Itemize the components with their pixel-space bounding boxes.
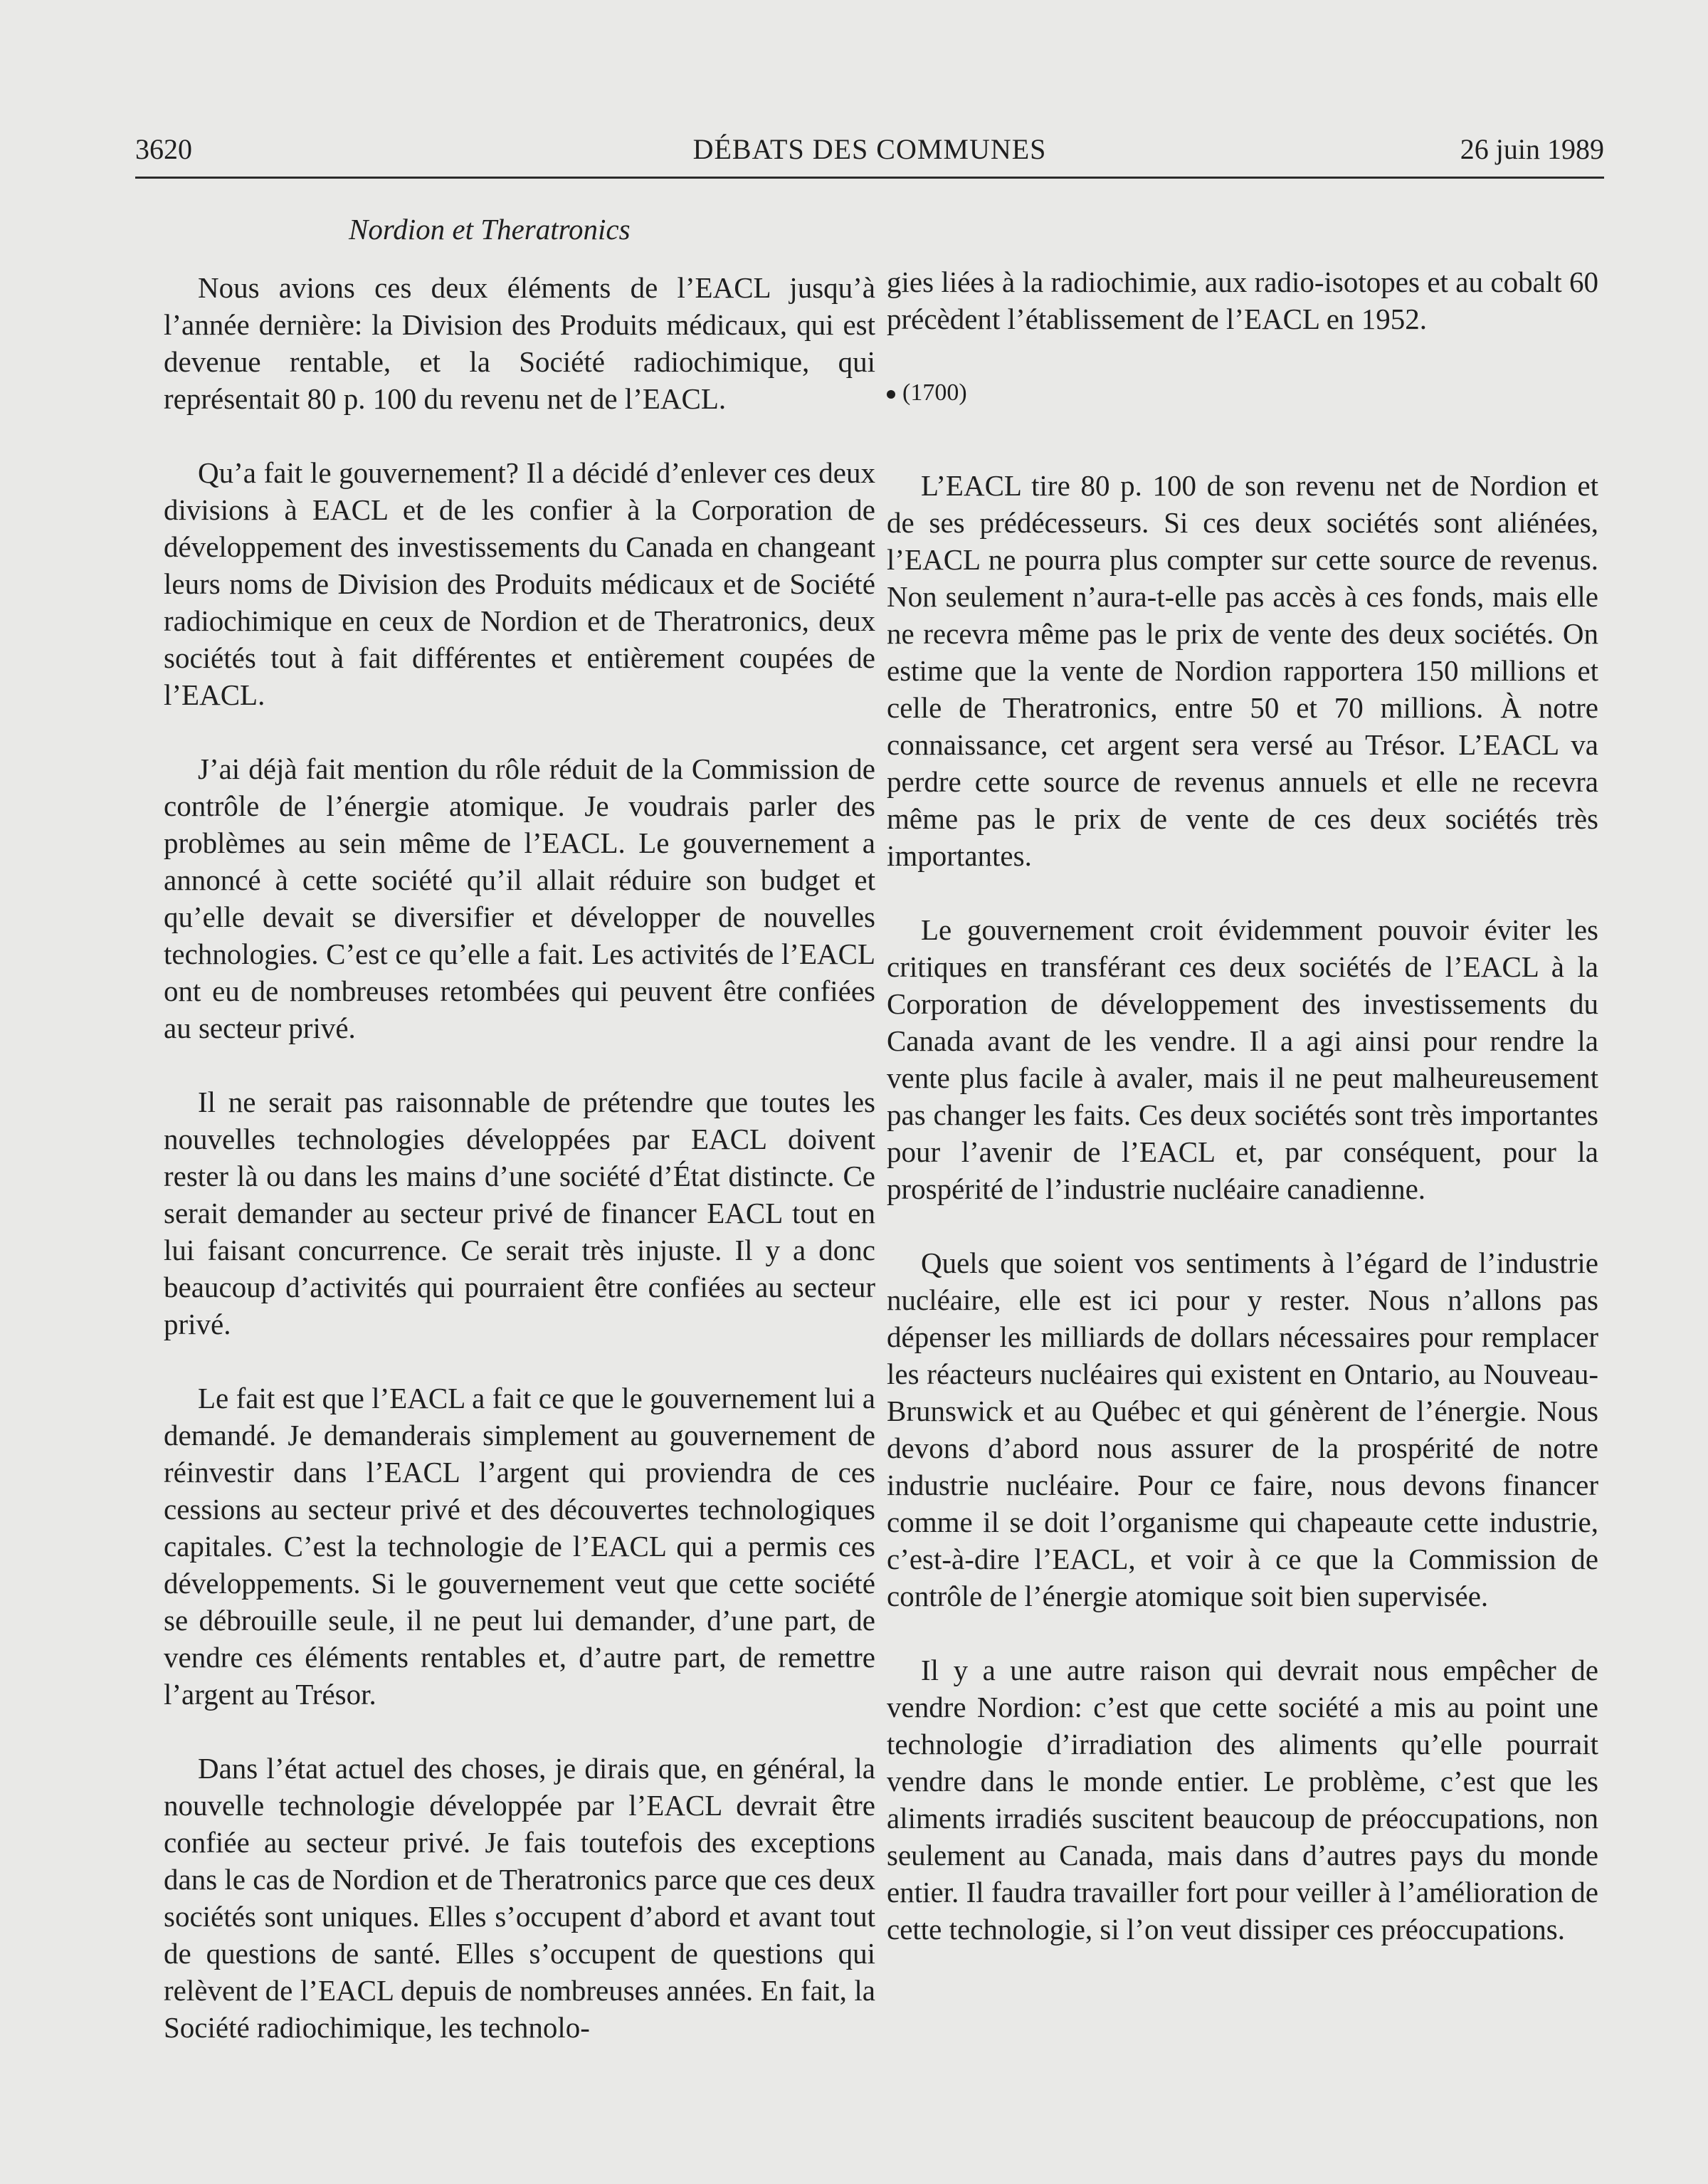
paragraph-text: J’ai déjà fait mention du rôle réduit de la Commission de contrôle de l’énergie atomique. Je voudrais parler des problèmes au sein même de l’EACL. Le gouvernement a annoncé à cette société qu’il allait réduire son budget et qu’elle devait se diversifier et développer de nouvelles technologies. C’est ce qu’elle a fait. Les activités de l’EACL ont eu de nombreuses retombées qui peuvent être confiées au secteur privé. xyxy=(164,752,875,1044)
page-number: 3620 xyxy=(135,133,192,165)
timestamp-text: (1700) xyxy=(902,379,967,406)
paragraph-text: Il ne serait pas raisonnable de prétendre que toutes les nouvelles technologies développées par EACL doivent rester là ou dans les mains d’une société d’État distincte. Ce serait demander au secteur privé de financer EACL tout en lui faisant concurrence. Ce serait très injuste. Il y a donc beaucoup d’activités qui pourraient être confiées au secteur privé. xyxy=(164,1086,875,1340)
paragraph xyxy=(164,269,875,417)
paragraph xyxy=(887,1244,1598,1615)
paragraph xyxy=(164,1380,875,1713)
paragraph xyxy=(164,1083,875,1343)
continued-paragraph xyxy=(887,263,1598,337)
section-subheading: Nordion et Theratronics xyxy=(349,213,631,246)
paragraph xyxy=(164,1750,875,2046)
timestamp xyxy=(887,374,1598,411)
left-column xyxy=(164,211,875,2083)
paragraph xyxy=(164,454,875,713)
paragraph-text: Quels que soient vos sentiments à l’égard de l’industrie nucléaire, elle est ici pour y rester. Nous n’allons pas dépenser les milliards de dollars nécessaires pour remplacer les réacteurs nucléaires qui existent en Ontario, au Nouveau-Brunswick et au Québec et qui génèrent de l’énergie. Nous devons d’abord nous assurer de la prospérité de notre industrie nucléaire. Pour ce faire, nous devons financer comme il se doit l’organisme qui chapeaute cette industrie, c’est-à-dire l’EACL, et voir à ce que la Commission de contrôle de l’énergie atomique soit bien supervisée. xyxy=(887,1246,1598,1612)
paragraph xyxy=(887,911,1598,1207)
header-rule xyxy=(135,177,1604,179)
paragraph-text: Il y a une autre raison qui devrait nous empêcher de vendre Nordion: c’est que cette société a mis au point une technologie d’irradiation des aliments qu’elle pourrait vendre dans le monde entier. Le problème, c’est que les aliments irradiés suscitent beaucoup de préoccupations, non seulement au Canada, mais dans d’autres pays du monde entier. Il faudra travailler fort pour veiller à l’amélioration de cette technologie, si l’on veut dissiper ces préoccupations. xyxy=(887,1654,1598,1946)
paragraph-text: Nous avions ces deux éléments de l’EACL jusqu’à l’année dernière: la Division des Produits médicaux, qui est devenue rentable, et la Société radiochimique, qui représentait 80 p. 100 du revenu net de l’EACL. xyxy=(164,271,875,415)
paragraph-text: gies liées à la radiochimie, aux radio-isotopes et au cobalt 60 précèdent l’établissement de l’EACL en 1952. xyxy=(887,266,1598,335)
page-header xyxy=(135,132,1604,175)
paragraph-text: Le fait est que l’EACL a fait ce que le gouvernement lui a demandé. Je demanderais simplement au gouvernement de réinvestir dans l’EACL l’argent qui proviendra de ces cessions au secteur privé et des découvertes technologiques capitales. C’est la technologie de l’EACL qui a permis ces développements. Si le gouvernement veut que cette société se débrouille seule, il ne peut lui demander, d’une part, de vendre ces éléments rentables et, d’autre part, de remettre l’argent au Trésor. xyxy=(164,1382,875,1711)
bullet-icon xyxy=(887,390,895,399)
paragraph-text: L’EACL tire 80 p. 100 de son revenu net de Nordion et de ses prédécesseurs. Si ces deux sociétés sont aliénées, l’EACL ne pourra plus compter sur cette source de revenus. Non seulement n’aura-t-elle pas accès à ces fonds, mais elle ne recevra même pas le prix de vente des deux sociétés. On estime que la vente de Nordion rapportera 150 millions et celle de Theratronics, entre 50 et 70 millions. À notre connaissance, cet argent sera versé au Trésor. L’EACL va perdre cette source de revenus annuels et elle ne recevra même pas le prix de vente de ces deux sociétés très importantes. xyxy=(887,469,1598,872)
paragraph xyxy=(164,750,875,1046)
paragraph-text: Le gouvernement croit évidemment pouvoir éviter les critiques en transférant ces deux sociétés de l’EACL à la Corporation de développement des investissements du Canada avant de les vendre. Il a agi ainsi pour rendre la vente plus facile à avaler, mais il ne peut malheureusement pas changer les faits. Ces deux sociétés sont très importantes pour l’avenir de l’EACL et, par conséquent, pour la prospérité de l’industrie nucléaire canadienne. xyxy=(887,913,1598,1205)
paragraph xyxy=(887,467,1598,874)
right-column xyxy=(887,263,1598,1985)
paragraph xyxy=(887,1652,1598,1948)
publication-date: 26 juin 1989 xyxy=(1460,133,1604,165)
paragraph-text: Dans l’état actuel des choses, je dirais que, en général, la nouvelle technologie développée par l’EACL devrait être confiée au secteur privé. Je fais toutefois des exceptions dans le cas de Nordion et de Theratronics parce que ces deux sociétés sont uniques. Elles s’occupent d’abord et avant tout de questions de santé. Elles s’occupent de questions qui relèvent de l’EACL depuis de nombreuses années. En fait, la Société radiochimique, les technolo- xyxy=(164,1752,875,2044)
publication-title: DÉBATS DES COMMUNES xyxy=(692,133,1047,165)
paragraph-text: Qu’a fait le gouvernement? Il a décidé d’enlever ces deux divisions à EACL et de les confier à la Corporation de développement des investissements du Canada en changeant leurs noms de Division des Produits médicaux et de Société radiochimique en ceux de Nordion et de Theratronics, deux sociétés tout à fait différentes et entièrement coupées de l’EACL. xyxy=(164,456,875,711)
